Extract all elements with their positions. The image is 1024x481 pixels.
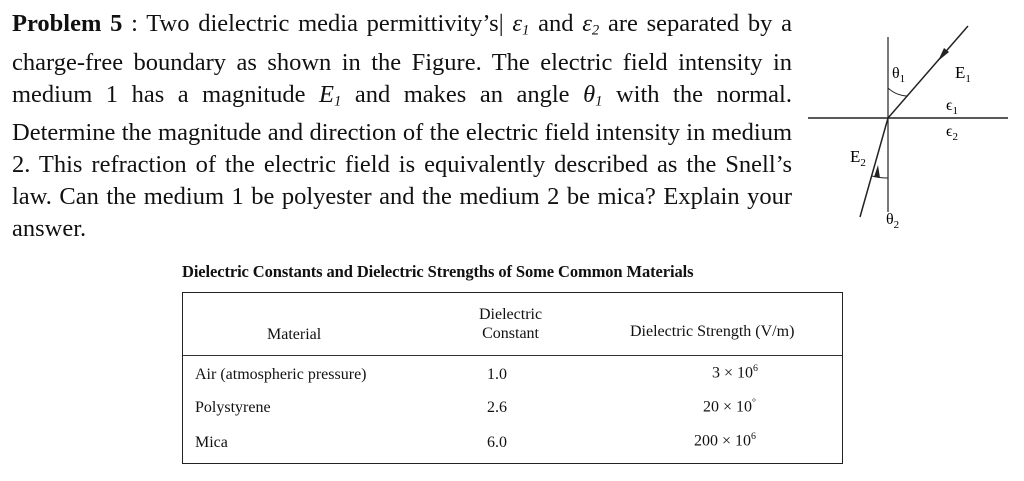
header-dielectric-strength: Dielectric Strength (V/m) bbox=[630, 323, 795, 340]
table-caption: Dielectric Constants and Dielectric Strengths of Some Common Materials bbox=[182, 262, 694, 281]
problem-label: Problem 5 bbox=[12, 10, 123, 37]
row-2-constant: 2.6 bbox=[487, 399, 507, 416]
row-3-material: Mica bbox=[195, 434, 228, 451]
fig-epsilon-2-label: $\epsilon_2$ bbox=[946, 123, 958, 143]
row-3-strength: $200 \times 10^6$ bbox=[694, 431, 756, 450]
problem-text-1: Two dielectric media permittivity’s| bbox=[146, 10, 513, 37]
header-constant-line1: Dielectric bbox=[479, 306, 543, 323]
theta-1-arc bbox=[888, 88, 908, 96]
epsilon-2-symbol: ε bbox=[582, 10, 592, 37]
fig-e1-label: $E_1$ bbox=[955, 63, 971, 85]
problem-text-4: and makes an angle bbox=[341, 80, 584, 108]
row-3-constant: 6.0 bbox=[487, 434, 507, 451]
header-constant-line2: Constant bbox=[482, 325, 539, 342]
row-1-constant: 1.0 bbox=[487, 366, 507, 383]
problem-text-5: with the normal. Determine the magnitude and direction of the electric field intensity in medium 2. This refraction of the electric field is equivalently described as the Snell’s law. Can the medium 1 be polyester and the medium 2 be mica? Explain your answer. bbox=[12, 80, 792, 243]
header-material: Material bbox=[267, 326, 322, 343]
row-2-material: Polystyrene bbox=[195, 399, 271, 416]
theta-2-arc bbox=[872, 176, 888, 178]
e1-symbol: E bbox=[319, 80, 335, 108]
row-1-strength: $3 \times 10^6$ bbox=[712, 363, 758, 382]
epsilon-1-symbol: ε bbox=[512, 10, 523, 37]
theta-1-subscript: 1 bbox=[595, 93, 603, 110]
row-2-strength: 20 × 10° bbox=[703, 397, 756, 416]
fig-theta-2-label: $\theta_2$ bbox=[886, 211, 900, 231]
refraction-figure bbox=[808, 12, 1008, 237]
fig-e2-label: $E_2$ bbox=[850, 147, 866, 169]
theta-1-symbol: θ bbox=[583, 80, 596, 108]
problem-text-2: and bbox=[529, 10, 583, 37]
e1-subscript: 1 bbox=[334, 93, 342, 110]
header-divider bbox=[183, 355, 842, 356]
problem-statement bbox=[12, 8, 792, 245]
dielectric-table bbox=[182, 292, 843, 464]
epsilon-2-subscript: 2 bbox=[591, 22, 600, 39]
problem-text-3: are separated by a charge-free boundary as shown in the Figure. The electric field intensity in medium 1 has a magnitude bbox=[12, 10, 793, 108]
fig-epsilon-1-label: $\epsilon_1$ bbox=[946, 97, 958, 117]
header-dielectric-constant bbox=[479, 305, 542, 343]
epsilon-1-subscript: 1 bbox=[522, 22, 530, 39]
row-1-material: Air (atmospheric pressure) bbox=[195, 366, 367, 383]
fig-theta-1-label: $\theta_1$ bbox=[892, 65, 906, 85]
problem-separator: : bbox=[122, 10, 147, 37]
